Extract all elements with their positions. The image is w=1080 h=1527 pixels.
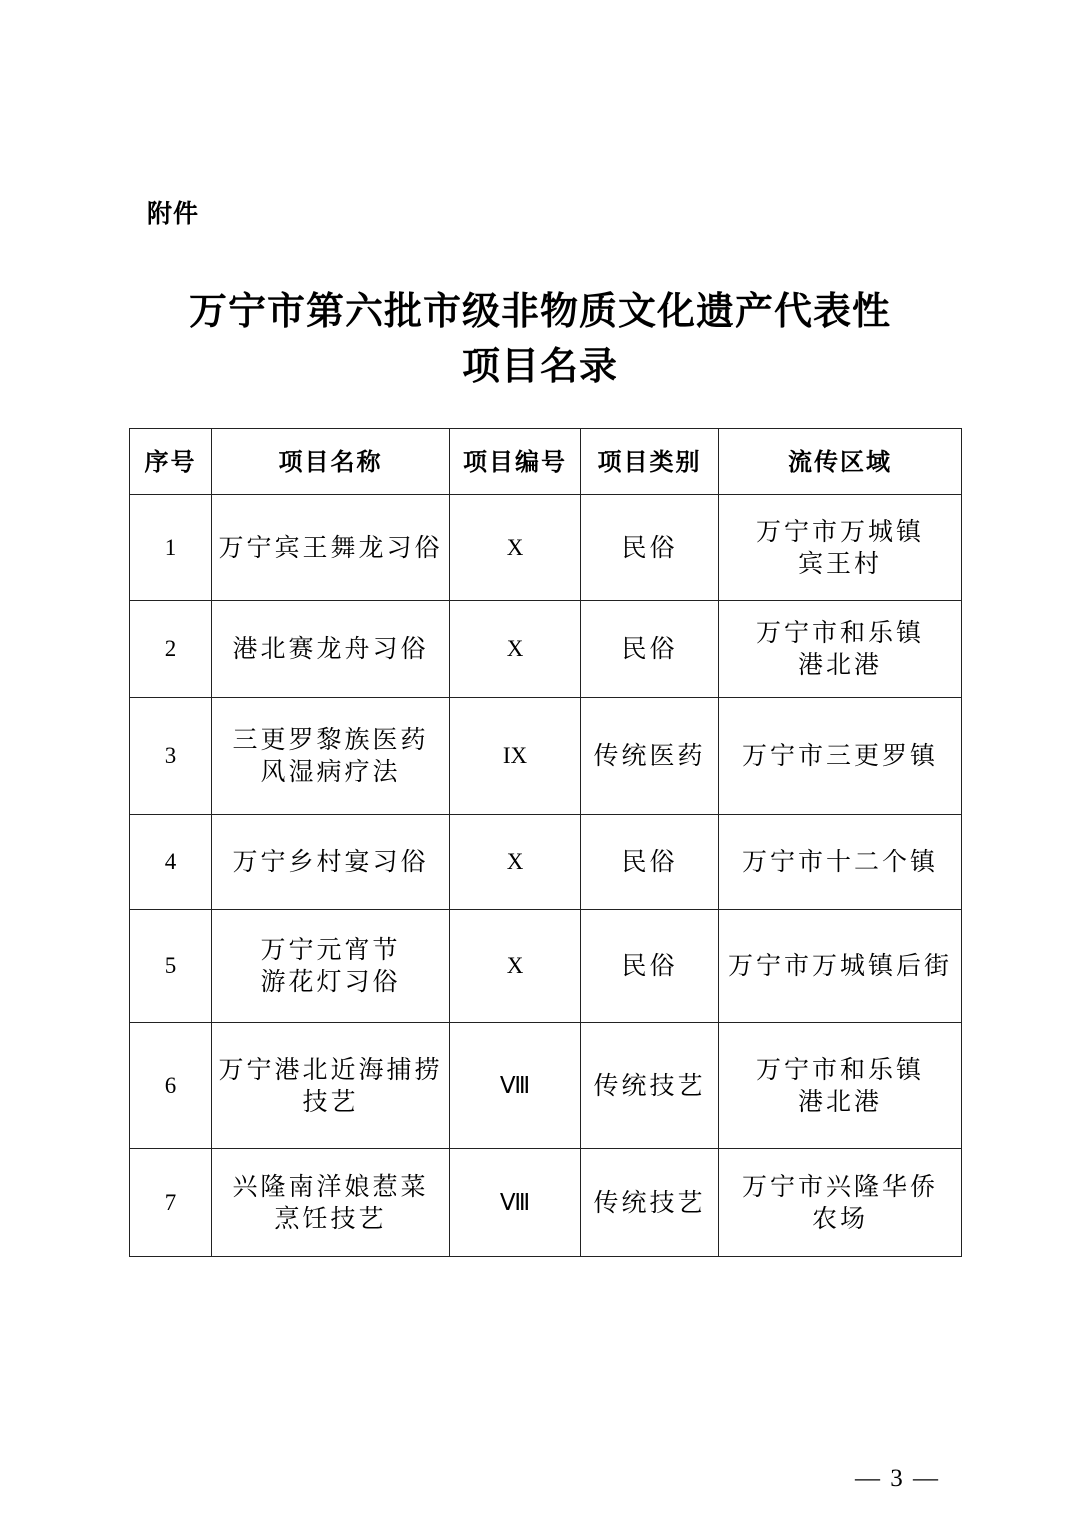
cell-region — [719, 601, 962, 698]
cell-project-category: 民俗 — [581, 910, 719, 1023]
cell-project-category: 民俗 — [581, 495, 719, 601]
table-row — [130, 1023, 962, 1149]
cell-project-name — [212, 601, 450, 698]
cell-project-name-line: 万宁港北近海捕捞 — [218, 1054, 443, 1084]
cell-project-name-line: 风湿病疗法 — [260, 757, 401, 786]
cell-project-code: X — [450, 495, 581, 601]
table-row — [130, 698, 962, 815]
cell-region-line: 港北港 — [797, 650, 882, 679]
cell-project-category: 传统医药 — [581, 698, 719, 815]
cell-no: 6 — [130, 1023, 212, 1149]
cell-project-name-line: 烹饪技艺 — [274, 1203, 387, 1233]
cell-project-code: Ⅷ — [450, 1023, 581, 1149]
column-header-category: 项目类别 — [581, 429, 719, 495]
cell-project-name-line: 万宁宾王舞龙习俗 — [218, 532, 443, 562]
cell-project-name — [212, 698, 450, 815]
document-title-line-2: 项目名录 — [461, 343, 618, 388]
cell-region-line: 农场 — [811, 1203, 868, 1233]
cell-project-code: X — [450, 910, 581, 1023]
heritage-project-table — [129, 428, 962, 1257]
cell-region — [719, 698, 962, 815]
cell-project-name-line: 三更罗黎族医药 — [232, 725, 429, 754]
table-row — [130, 1149, 962, 1257]
cell-region-line: 万宁市兴隆华侨 — [741, 1171, 938, 1201]
cell-project-category: 民俗 — [581, 815, 719, 910]
cell-project-category: 民俗 — [581, 601, 719, 698]
cell-project-code: IX — [450, 698, 581, 815]
table-body — [130, 495, 962, 1257]
column-header-name: 项目名称 — [212, 429, 450, 495]
cell-project-code: Ⅷ — [450, 1149, 581, 1257]
cell-no: 3 — [130, 698, 212, 815]
table-row — [130, 910, 962, 1023]
cell-project-name-line: 游花灯习俗 — [260, 967, 401, 996]
table-row — [130, 495, 962, 601]
cell-project-category: 传统技艺 — [581, 1023, 719, 1149]
cell-project-name — [212, 495, 450, 601]
table-row — [130, 601, 962, 698]
cell-project-name-line: 港北赛龙舟习俗 — [232, 634, 429, 663]
document-title-line-1: 万宁市第六批市级非物质文化遗产代表性 — [188, 288, 891, 333]
cell-region — [719, 1149, 962, 1257]
cell-project-name — [212, 1149, 450, 1257]
cell-project-name-line: 万宁元宵节 — [260, 935, 401, 964]
cell-project-code: X — [450, 815, 581, 910]
cell-region — [719, 910, 962, 1023]
cell-project-code: X — [450, 601, 581, 698]
table-header-row — [130, 429, 962, 495]
page-number: — 3 — — [855, 1465, 940, 1492]
cell-region-line: 宾王村 — [797, 548, 882, 578]
cell-project-name-line: 兴隆南洋娘惹菜 — [232, 1171, 429, 1201]
cell-no: 7 — [130, 1149, 212, 1257]
cell-region-line: 万宁市和乐镇 — [755, 1054, 924, 1084]
cell-project-name — [212, 1023, 450, 1149]
column-header-no: 序号 — [130, 429, 212, 495]
column-header-code: 项目编号 — [450, 429, 581, 495]
cell-region-line: 万宁市万城镇后街 — [727, 951, 952, 980]
cell-no: 4 — [130, 815, 212, 910]
attachment-label: 附件 — [147, 199, 200, 228]
cell-project-name — [212, 910, 450, 1023]
cell-region-line: 万宁市和乐镇 — [755, 618, 924, 647]
cell-region — [719, 1023, 962, 1149]
cell-region-line: 万宁市三更罗镇 — [741, 741, 938, 770]
cell-project-category: 传统技艺 — [581, 1149, 719, 1257]
cell-region-line: 万宁市十二个镇 — [741, 847, 938, 876]
cell-no: 1 — [130, 495, 212, 601]
cell-region-line: 港北港 — [797, 1086, 882, 1116]
table-row — [130, 815, 962, 910]
cell-region — [719, 815, 962, 910]
column-header-region: 流传区域 — [719, 429, 962, 495]
cell-project-name-line: 万宁乡村宴习俗 — [232, 847, 429, 876]
cell-project-name-line: 技艺 — [302, 1086, 359, 1116]
cell-no: 5 — [130, 910, 212, 1023]
cell-project-name — [212, 815, 450, 910]
cell-region — [719, 495, 962, 601]
cell-region-line: 万宁市万城镇 — [755, 516, 924, 546]
cell-no: 2 — [130, 601, 212, 698]
